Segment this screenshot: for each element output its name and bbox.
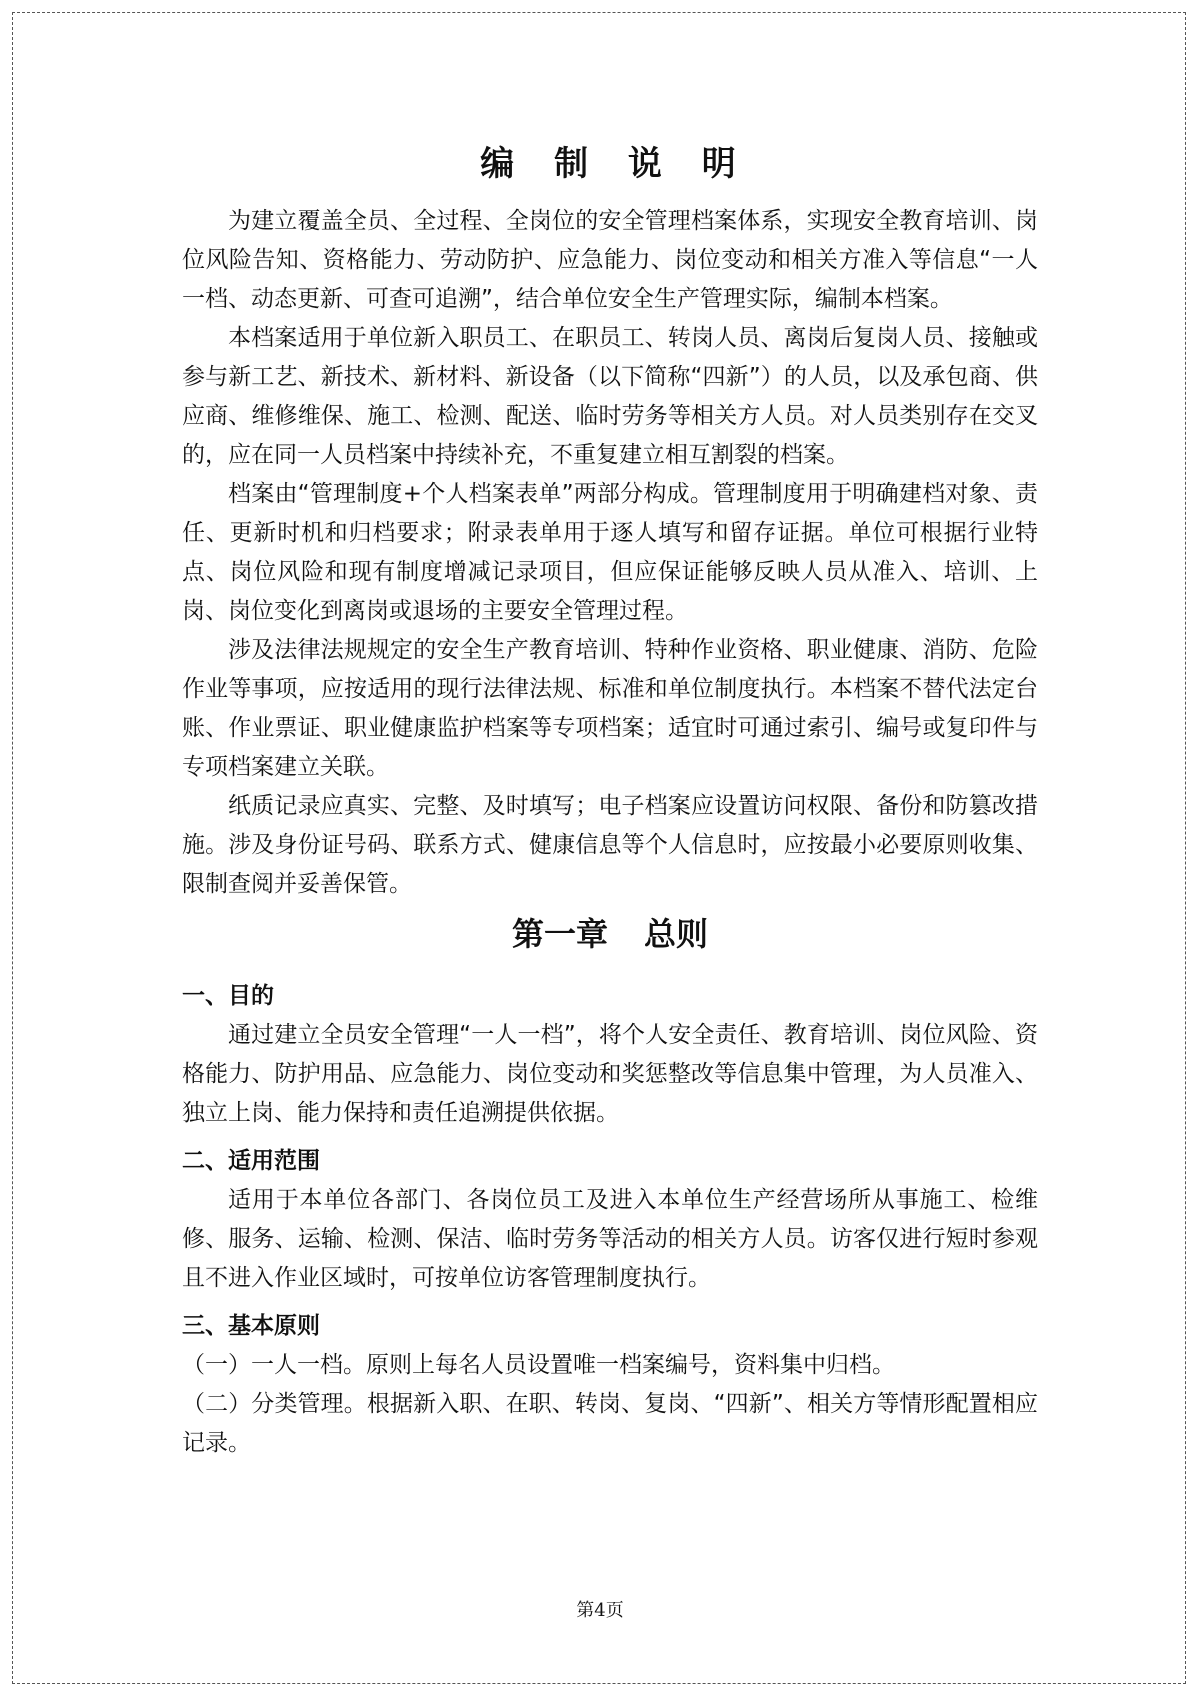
- section-heading-scope: 二、适用范围: [182, 1148, 320, 1174]
- intro-paragraph: 涉及法律法规规定的安全生产教育培训、特种作业资格、职业健康、消防、危险作业等事项，应按适用的现行法律法规、标准和单位制度执行。本档案不替代法定台账、作业票证、职业健康监护档案等专项档案；适宜时可通过索引、编号或复印件与专项档案建立关联。: [182, 637, 1038, 780]
- intro-paragraph: 纸质记录应真实、完整、及时填写；电子档案应设置访问权限、备份和防篡改措施。涉及身份证号码、联系方式、健康信息等个人信息时，应按最小必要原则收集、限制查阅并妥善保管。: [182, 793, 1038, 897]
- chapter-label: 第一章: [511, 915, 608, 953]
- chapter-title: [182, 904, 1038, 964]
- page-number: 第4页: [576, 1600, 624, 1621]
- document-body: [182, 138, 1038, 1463]
- intro-paragraph: 档案由“管理制度+个人档案表单”两部分构成。管理制度用于明确建档对象、责任、更新时机和归档要求；附录表单用于逐人填写和留存证据。单位可根据行业特点、岗位风险和现有制度增减记录项目，但应保证能够反映人员从准入、培训、上岗、岗位变化到离岗或退场的主要安全管理过程。: [182, 481, 1038, 624]
- principle-item: （一）一人一档。原则上每名人员设置唯一档案编号，资料集中归档。: [182, 1352, 895, 1378]
- chapter-name: 总则: [644, 915, 709, 953]
- document-title: 编 制 说 明: [480, 144, 750, 184]
- principle-item: （二）分类管理。根据新入职、在职、转岗、复岗、“四新”、相关方等情形配置相应记录。: [182, 1391, 1038, 1456]
- intro-paragraph: 为建立覆盖全员、全过程、全岗位的安全管理档案体系，实现安全教育培训、岗位风险告知、资格能力、劳动防护、应急能力、岗位变动和相关方准入等信息“一人一档、动态更新、可查可追溯”，结合单位安全生产管理实际，编制本档案。: [182, 208, 1038, 312]
- intro-paragraph: 本档案适用于单位新入职员工、在职员工、转岗人员、离岗后复岗人员、接触或参与新工艺、新技术、新材料、新设备（以下简称“四新”）的人员，以及承包商、供应商、维修维保、施工、检测、配送、临时劳务等相关方人员。对人员类别存在交叉的，应在同一人员档案中持续补充，不重复建立相互割裂的档案。: [182, 325, 1038, 468]
- section-heading-principles: 三、基本原则: [182, 1313, 320, 1339]
- section-heading-purpose: 一、目的: [182, 983, 274, 1009]
- section-text-scope: 适用于本单位各部门、各岗位员工及进入本单位生产经营场所从事施工、检维修、服务、运输、检测、保洁、临时劳务等活动的相关方人员。访客仅进行短时参观且不进入作业区域时，可按单位访客管理制度执行。: [182, 1187, 1038, 1291]
- section-text-purpose: 通过建立全员安全管理“一人一档”，将个人安全责任、教育培训、岗位风险、资格能力、防护用品、应急能力、岗位变动和奖惩整改等信息集中管理，为人员准入、独立上岗、能力保持和责任追溯提供依据。: [182, 1022, 1038, 1126]
